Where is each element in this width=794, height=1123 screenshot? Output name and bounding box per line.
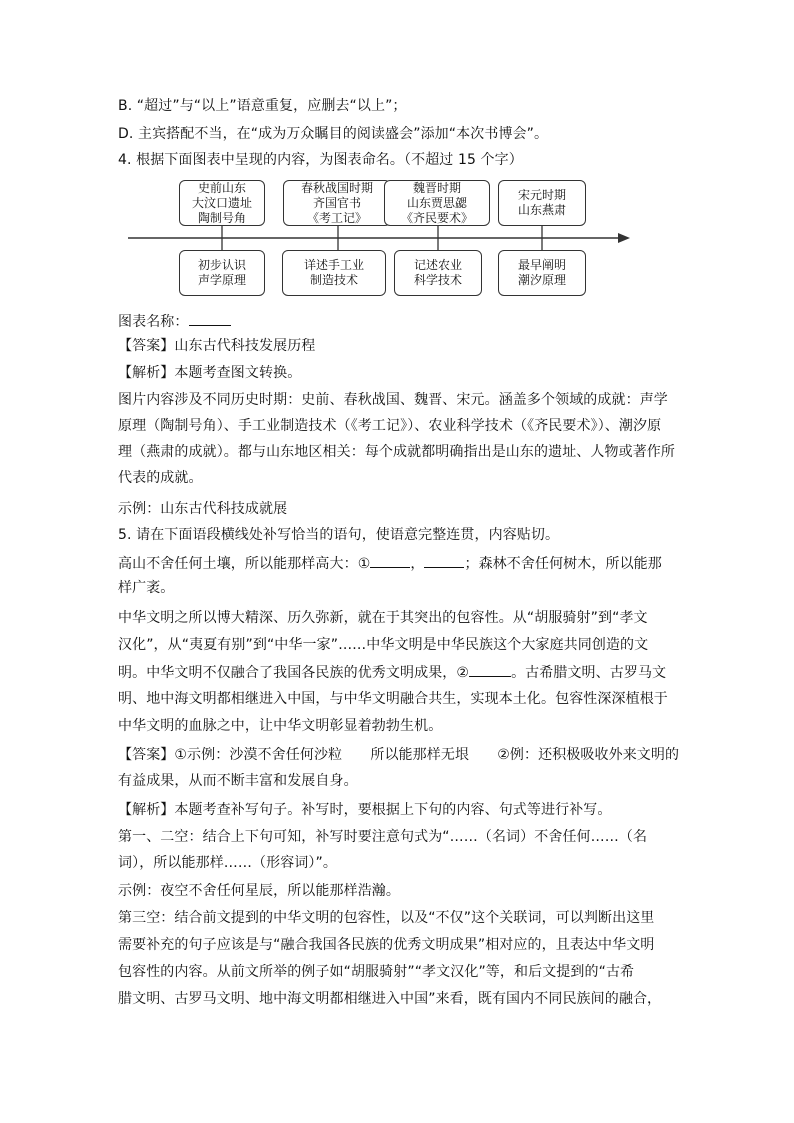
timeline-box-handicraft xyxy=(282,250,386,296)
text-line: 理（燕肃的成就）。都与山东地区相关：每个成就都明确指出是山东的遗址、人物或著作所 xyxy=(118,444,675,460)
box-text: 《齐民要术》 xyxy=(400,210,473,225)
text-line: 包容性的内容。从前文所举的例子如“胡服骑射”“孝文汉化”等，和后文提到的“古希 xyxy=(118,964,635,980)
box-text: 齐国官书 xyxy=(312,195,361,210)
text-line: 中华文明的血脉之中，让中华文明彰显着勃勃生机。 xyxy=(118,718,443,734)
text-line: 汉化”，从“夷夏有别”到“中华一家”……中华文明是中华民族这个大家庭共同创造的文 xyxy=(118,637,649,653)
box-text: 陶制号角 xyxy=(197,210,246,225)
box-text: 最早阐明 xyxy=(517,258,566,272)
text-line xyxy=(118,553,662,574)
text-line: 中华文明之所以博大精深、历久弥新，就在于其突出的包容性。从“胡服骑射”到“孝文 xyxy=(118,610,648,626)
timeline-box-song-yuan xyxy=(498,180,586,226)
timeline-box-tides xyxy=(498,250,586,296)
box-text: 初步认识 xyxy=(197,258,246,272)
box-text: 魏晋时期 xyxy=(412,180,461,195)
box-text: 山东贾思勰 xyxy=(406,195,467,210)
box-text: 史前山东 xyxy=(197,180,246,195)
box-text: 记述农业 xyxy=(413,258,462,272)
answer-line: 【答案】山东古代科技发展历程 xyxy=(118,338,316,354)
chart-name-line xyxy=(118,311,231,332)
timeline-box-prehistoric xyxy=(179,180,265,226)
text-segment: 。古希腊文明、古罗马文 xyxy=(511,665,667,681)
timeline-diagram xyxy=(118,176,638,302)
answer-blank xyxy=(469,662,511,677)
text-line: D. 主宾搭配不当，在“成为万众瞩目的阅读盛会”添加“本次书博会”。 xyxy=(118,126,549,142)
chart-name-label: 图表名称： xyxy=(118,314,189,330)
question-5-prompt: 5. 请在下面语段横线处补写恰当的语句，使语意完整连贯，内容贴切。 xyxy=(118,527,560,543)
box-text: 大汶口遗址 xyxy=(191,195,252,210)
text-line: 明、地中海文明都相继进入中国，与中华文明融合共生，实现本土化。包容性深深植根于 xyxy=(118,691,668,707)
box-text: 春秋战国时期 xyxy=(300,180,373,195)
box-text: 山东燕肃 xyxy=(517,203,566,217)
text-line: 腊文明、古罗马文明、地中海文明都相继进入中国”来看，既有国内不同民族间的融合， xyxy=(118,991,662,1007)
text-line: 词），所以能那样……（形容词）”。 xyxy=(118,855,337,871)
box-text: 宋元时期 xyxy=(517,188,566,202)
analysis-line: 【解析】本题考查补写句子。补写时，要根据上下句的内容、句式等进行补写。 xyxy=(118,802,612,818)
box-text: 声学原理 xyxy=(197,273,246,287)
text-line: 第三空：结合前文提到的中华文明的包容性，以及“不仅”这个关联词，可以判断出这里 xyxy=(118,910,655,926)
text-line: 图片内容涉及不同历史时期：史前、春秋战国、魏晋、宋元。涵盖多个领域的成就：声学 xyxy=(118,392,668,408)
text-line: 样广袤。 xyxy=(118,580,175,596)
answer-blank xyxy=(424,553,464,568)
text-line: 有益成果，从而不断丰富和发展自身。 xyxy=(118,773,358,789)
example-line: 示例：山东古代科技成就展 xyxy=(118,501,288,517)
text-line: 代表的成就。 xyxy=(118,470,203,486)
answer-blank xyxy=(189,311,231,326)
timeline-box-acoustics xyxy=(179,250,265,296)
text-segment: ， xyxy=(410,556,425,572)
text-line: B. “超过”与“以上”语意重复，应删去“以上”； xyxy=(118,98,407,114)
answer-line: 【答案】①示例：沙漠不舍任何沙粒 所以能那样无垠 ②例：还积极吸收外来文明的 xyxy=(118,747,680,763)
box-text: 潮汐原理 xyxy=(517,273,566,287)
analysis-line: 【解析】本题考查图文转换。 xyxy=(118,365,302,381)
box-text: 制造技术 xyxy=(309,273,358,287)
text-segment: 明。中华文明不仅融合了我国各民族的优秀文明成果，② xyxy=(118,665,470,681)
box-text: 详述手工业 xyxy=(303,258,364,272)
box-text: 科学技术 xyxy=(413,273,462,287)
text-segment: 高山不舍任何土壤，所以能那样高大：① xyxy=(118,556,371,572)
box-text: 《考工记》 xyxy=(306,210,367,225)
timeline-box-wei-jin xyxy=(384,180,490,226)
timeline-box-spring-autumn xyxy=(283,180,391,226)
text-segment: ；森林不舍任何树木，所以能那 xyxy=(464,556,662,572)
question-4-prompt: 4. 根据下面图表中呈现的内容，为图表命名。（不超过 15 个字） xyxy=(118,152,523,168)
text-line: 需要补充的句子应该是与“融合我国各民族的优秀文明成果”相对应的，且表达中华文明 xyxy=(118,937,655,953)
text-line: 原理（陶制号角）、手工业制造技术（《考工记》）、农业科学技术（《齐民要术》）、潮汐原 xyxy=(118,418,662,434)
timeline-box-agriculture xyxy=(394,250,482,296)
answer-blank xyxy=(370,553,410,568)
example-line: 示例：夜空不舍任何星辰，所以能那样浩瀚。 xyxy=(118,883,400,899)
text-line: 第一、二空：结合上下句可知，补写时要注意句式为“……（名词）不舍任何……（名 xyxy=(118,829,648,845)
text-line xyxy=(118,662,666,683)
